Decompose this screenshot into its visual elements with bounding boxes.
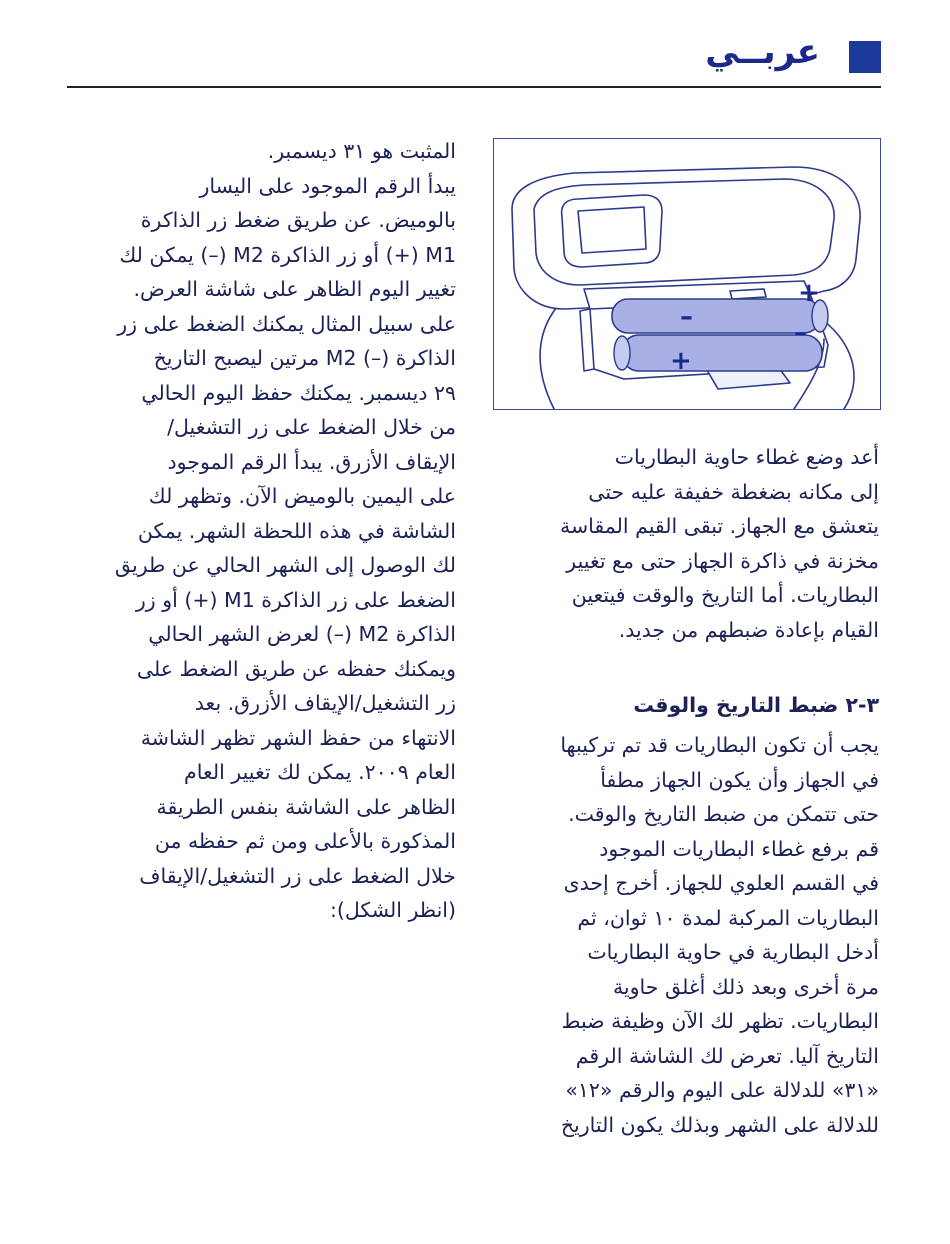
text-line: M1 (+) أو زر الذاكرة M2 (–) يمكن لك <box>119 242 456 267</box>
battery-plus-upper: + <box>798 278 820 308</box>
text-line: التاريخ آليا. تعرض لك الشاشة الرقم <box>575 1043 879 1068</box>
text-line: الضغط على زر الذاكرة M1 (+) أو زر <box>135 587 456 612</box>
text-line: مخزنة في ذاكرة الجهاز حتى مع تغيير <box>566 548 879 573</box>
text-line: المثبت هو ٣١ ديسمبر. <box>267 139 456 163</box>
text-line: يتعشق مع الجهاز. تبقى القيم المقاسة <box>560 514 879 538</box>
header-accent-square <box>849 41 881 73</box>
battery-lower <box>622 335 822 371</box>
text-line: الذاكرة (–) M2 مرتين ليصبح التاريخ <box>153 346 456 370</box>
text-line: من خلال الضغط على زر التشغيل/ <box>167 415 456 439</box>
text-line: خلال الضغط على زر التشغيل/الإيقاف <box>139 863 456 888</box>
text-line: على سبيل المثال يمكنك الضغط على زر <box>117 311 456 336</box>
text-line: لك الوصول إلى الشهر الحالي عن طريق <box>114 553 456 577</box>
text-line: في القسم العلوي للجهاز. أخرج إحدى <box>563 871 879 895</box>
text-line: المذكورة بالأعلى ومن ثم حفظه من <box>154 829 456 853</box>
text-line: الظاهر على الشاشة بنفس الطريقة <box>156 794 456 819</box>
text-line: يبدأ الرقم الموجود على اليسار <box>199 173 456 198</box>
text-line: أدخل البطارية في حاوية البطاريات <box>587 940 879 964</box>
text-line: البطاريات المركبة لمدة ١٠ ثوان، ثم <box>577 905 879 930</box>
text-line: الذاكرة M2 (–) لعرض الشهر الحالي <box>148 622 456 646</box>
text-line: حتى تتمكن من ضبط التاريخ والوقت. <box>568 802 879 826</box>
battery-lower-terminal <box>614 336 630 370</box>
header-divider <box>67 86 881 88</box>
text-line: للدلالة على الشهر وبذلك يكون التاريخ <box>560 1112 879 1137</box>
text-line: يجب أن تكون البطاريات قد تم تركيبها <box>560 733 879 757</box>
section-heading-date-time: ٣-٢ ضبط التاريخ والوقت <box>633 693 879 717</box>
text-line: البطاريات. تظهر لك الآن وظيفة ضبط <box>561 1009 879 1033</box>
text-line: على اليمين بالوميض الآن. وتظهر لك <box>148 484 456 508</box>
battery-minus-upper: – <box>680 302 693 332</box>
text-line: تغيير اليوم الظاهر على شاشة العرض. <box>133 277 456 301</box>
language-title: عربــي <box>705 32 820 72</box>
battery-minus-lower: – <box>794 318 807 348</box>
date-time-paragraph <box>495 728 879 1142</box>
device-illustration <box>494 139 880 409</box>
text-line: بالوميض. عن طريق ضغط زر الذاكرة <box>140 208 456 232</box>
text-line: البطاريات. أما التاريخ والوقت فيتعين <box>571 583 879 607</box>
text-line: الشاشة في هذه اللحظة الشهر. يمكن <box>137 518 456 543</box>
text-line: قم برفع غطاء البطاريات الموجود <box>599 836 879 861</box>
text-line: أعد وضع غطاء حاوية البطاريات <box>614 445 879 469</box>
battery-compartment-figure <box>493 138 881 410</box>
text-line: إلى مكانه بضغطة خفيفة عليه حتى <box>588 479 879 504</box>
battery-upper <box>612 299 820 333</box>
text-line: ٢٩ ديسمبر. يمكنك حفظ اليوم الحالي <box>141 380 456 405</box>
text-line: (انظر الشكل): <box>329 898 456 922</box>
text-line: العام ٢٠٠٩. يمكن لك تغيير العام <box>184 760 456 784</box>
text-line: «٣١» للدلالة على اليوم والرقم «١٢» <box>565 1078 879 1102</box>
text-line: القيام بإعادة ضبطهم من جديد. <box>618 617 879 642</box>
text-line: الإيقاف الأزرق. يبدأ الرقم الموجود <box>167 449 456 474</box>
text-line: مرة أخرى وبعد ذلك أغلق حاوية <box>612 974 879 999</box>
text-line: في الجهاز وأن يكون الجهاز مطفأ <box>600 767 879 792</box>
text-line: الانتهاء من حفظ الشهر تظهر الشاشة <box>140 725 456 750</box>
text-line: زر التشغيل/الإيقاف الأزرق. بعد <box>194 691 456 715</box>
text-line: ويمكنك حفظه عن طريق الضغط على <box>136 656 456 681</box>
battery-plus-lower: + <box>670 346 692 376</box>
left-text-column <box>68 134 456 928</box>
battery-cover-paragraph <box>495 440 879 647</box>
